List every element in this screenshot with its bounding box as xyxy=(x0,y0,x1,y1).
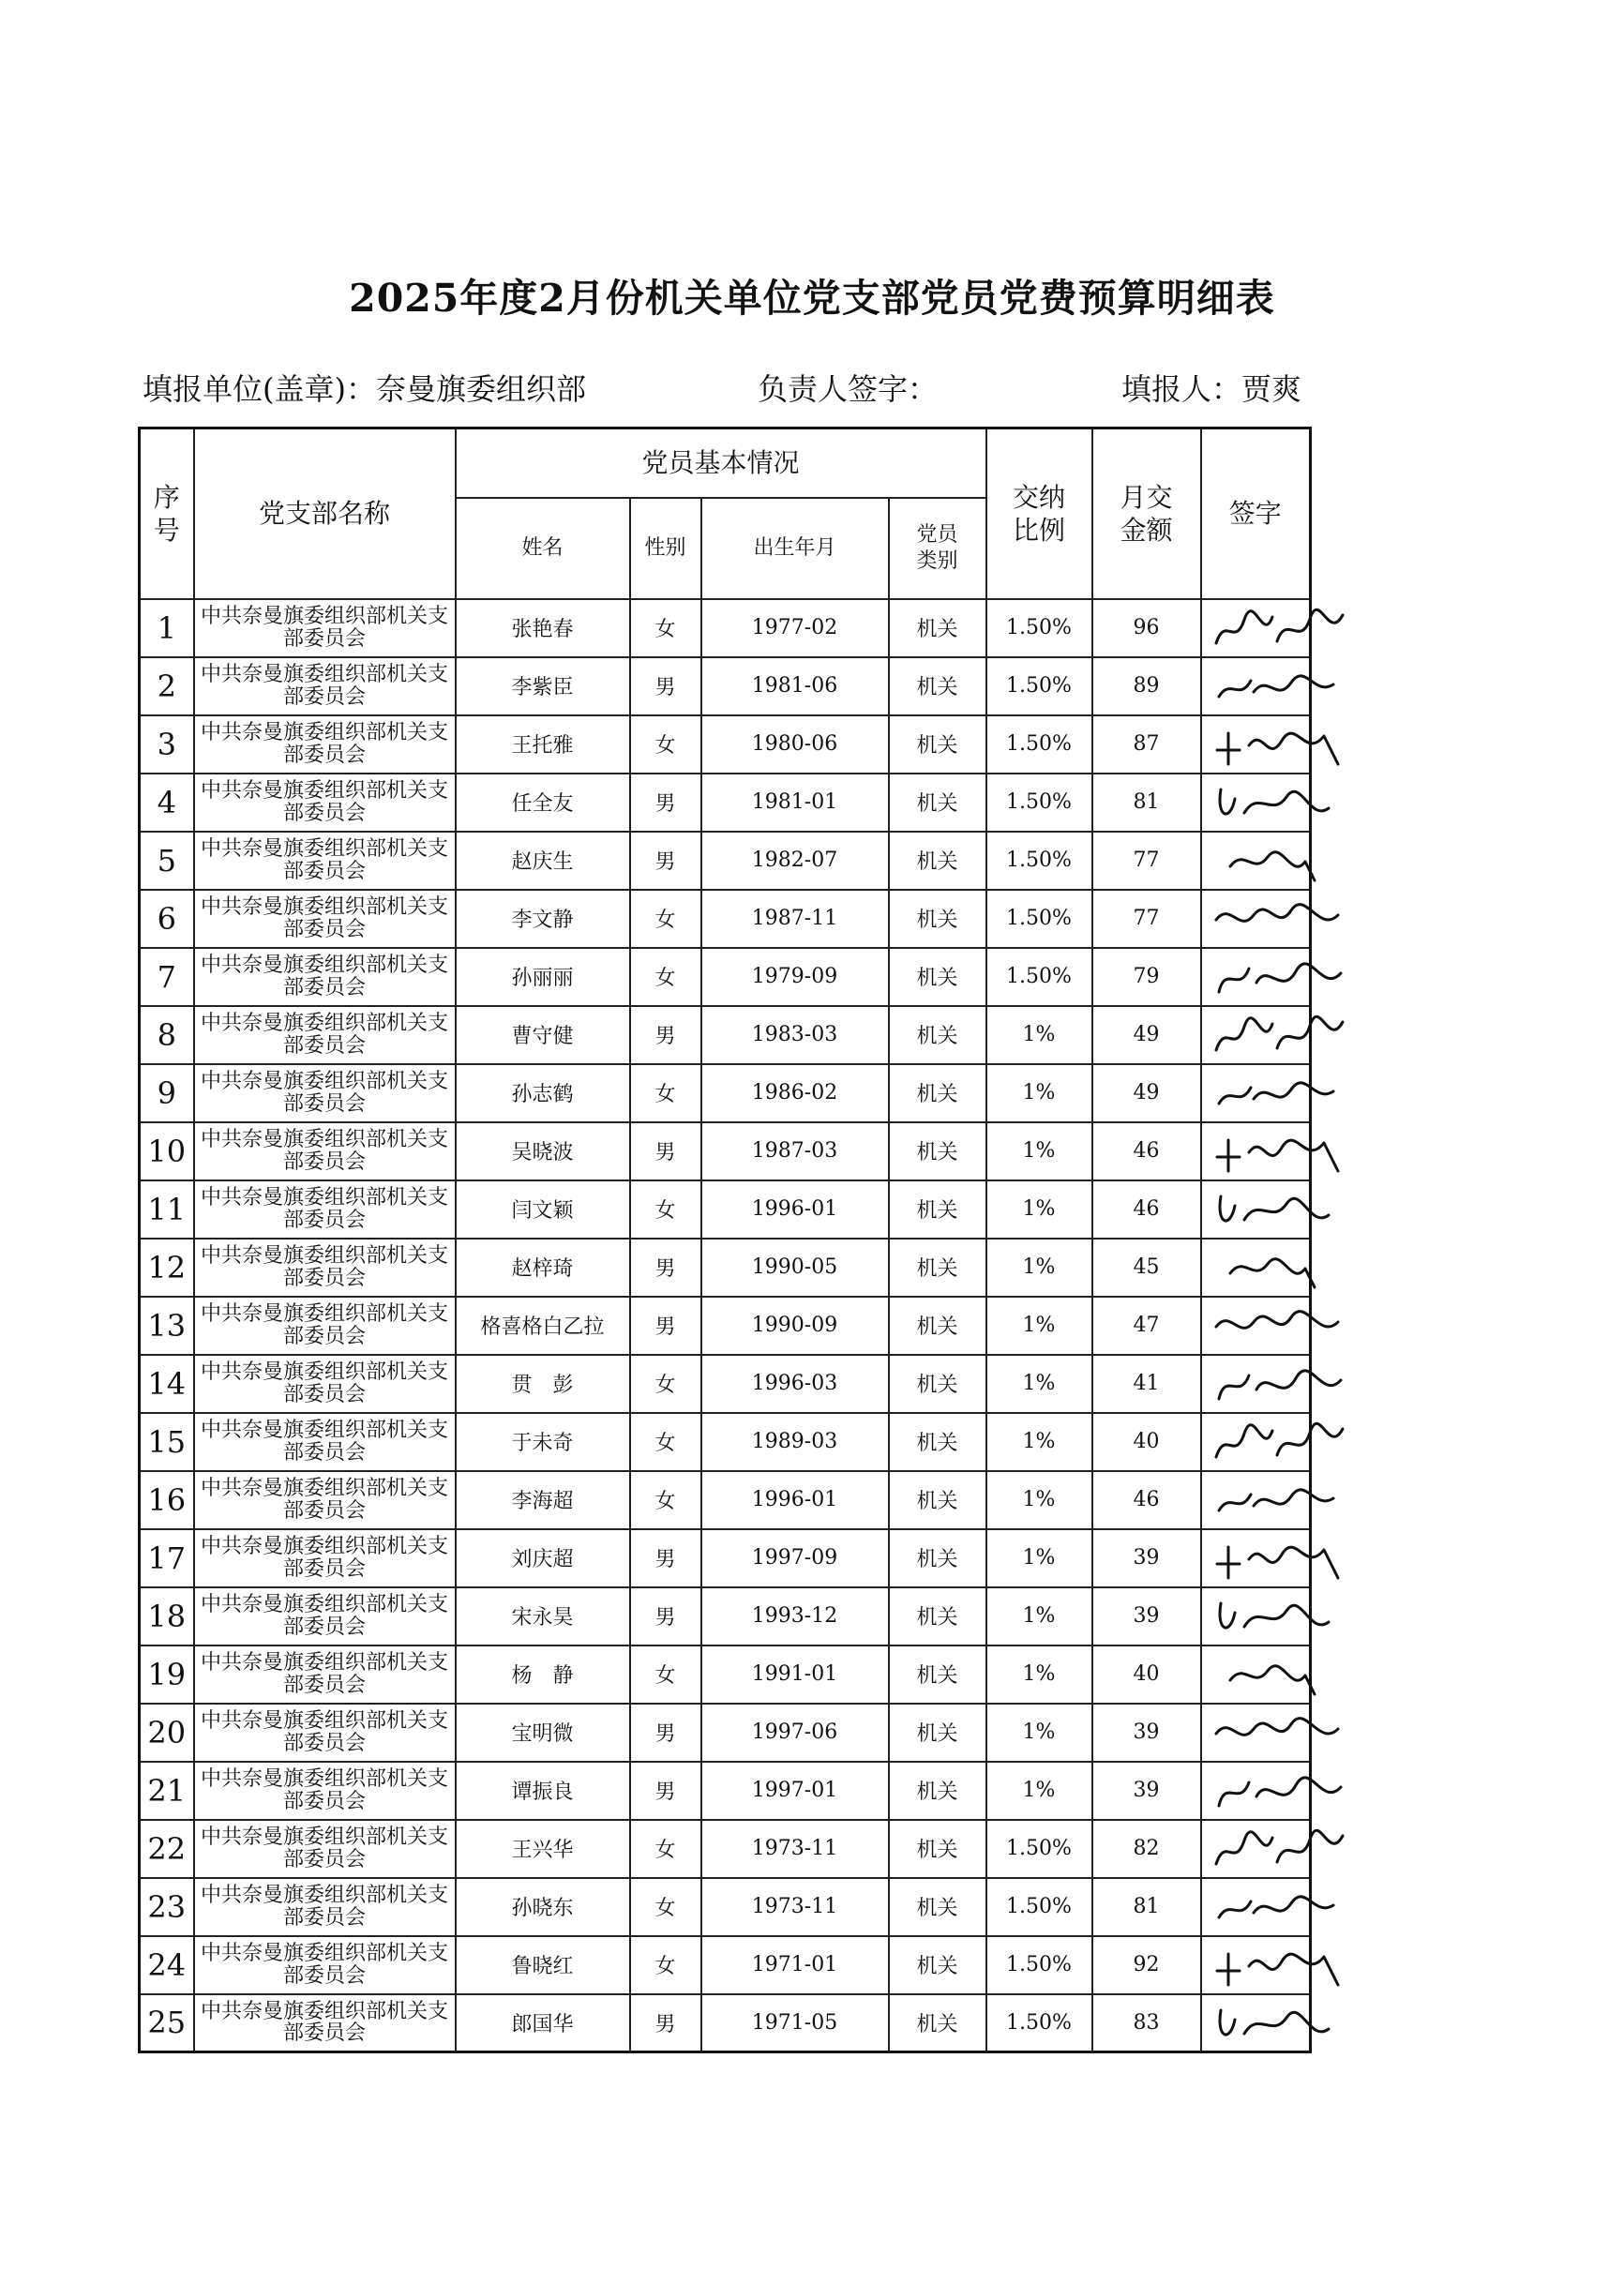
row-number: 17 xyxy=(140,1529,194,1587)
member-category: 机关 xyxy=(889,1180,986,1239)
branch-name: 中共奈曼旗委组织部机关支部委员会 xyxy=(194,774,456,832)
header-no: 序号 xyxy=(140,428,194,599)
member-gender: 男 xyxy=(630,1704,701,1762)
branch-name: 中共奈曼旗委组织部机关支部委员会 xyxy=(194,715,456,774)
signature-scribble-icon xyxy=(1211,664,1352,713)
handwritten-signature xyxy=(1201,1239,1311,1297)
member-gender: 男 xyxy=(630,1239,701,1297)
payment-ratio: 1.50% xyxy=(986,1936,1092,1994)
table-row xyxy=(140,1704,1311,1762)
payment-ratio: 1.50% xyxy=(986,1820,1092,1878)
monthly-amount: 92 xyxy=(1092,1936,1201,1994)
table-row xyxy=(140,948,1311,1006)
payment-ratio: 1% xyxy=(986,1529,1092,1587)
payment-ratio: 1.50% xyxy=(986,1994,1092,2052)
monthly-amount: 49 xyxy=(1092,1006,1201,1064)
payment-ratio: 1% xyxy=(986,1122,1092,1180)
member-gender: 女 xyxy=(630,1878,701,1936)
branch-name: 中共奈曼旗委组织部机关支部委员会 xyxy=(194,1762,456,1820)
header-branch: 党支部名称 xyxy=(194,428,456,599)
branch-name: 中共奈曼旗委组织部机关支部委员会 xyxy=(194,1820,456,1878)
table-row xyxy=(140,1180,1311,1239)
signature-scribble-icon xyxy=(1211,1885,1352,1933)
table-row xyxy=(140,1413,1311,1471)
member-category: 机关 xyxy=(889,1762,986,1820)
member-gender: 女 xyxy=(630,1064,701,1122)
branch-name: 中共奈曼旗委组织部机关支部委员会 xyxy=(194,1936,456,1994)
handwritten-signature xyxy=(1201,1297,1311,1355)
member-name: 杨 静 xyxy=(456,1645,630,1704)
handwritten-signature xyxy=(1201,1645,1311,1704)
header-category: 党员类别 xyxy=(889,498,986,599)
member-name: 吴晓波 xyxy=(456,1122,630,1180)
handwritten-signature xyxy=(1201,1006,1311,1064)
monthly-amount: 41 xyxy=(1092,1355,1201,1413)
member-name: 孙晓东 xyxy=(456,1878,630,1936)
payment-ratio: 1.50% xyxy=(986,890,1092,948)
row-number: 23 xyxy=(140,1878,194,1936)
member-category: 机关 xyxy=(889,832,986,890)
signature-scribble-icon xyxy=(1211,838,1352,887)
member-gender: 女 xyxy=(630,1471,701,1529)
member-name: 刘庆超 xyxy=(456,1529,630,1587)
branch-name: 中共奈曼旗委组织部机关支部委员会 xyxy=(194,1239,456,1297)
handwritten-signature xyxy=(1201,1180,1311,1239)
member-gender: 女 xyxy=(630,890,701,948)
payment-ratio: 1% xyxy=(986,1064,1092,1122)
row-number: 1 xyxy=(140,599,194,657)
member-category: 机关 xyxy=(889,1413,986,1471)
signature-scribble-icon xyxy=(1211,606,1352,654)
member-birth: 1981-06 xyxy=(701,657,889,715)
member-category: 机关 xyxy=(889,599,986,657)
member-gender: 女 xyxy=(630,1645,701,1704)
payment-ratio: 1% xyxy=(986,1180,1092,1239)
row-number: 12 xyxy=(140,1239,194,1297)
monthly-amount: 77 xyxy=(1092,832,1201,890)
member-name: 鲁晓红 xyxy=(456,1936,630,1994)
branch-name: 中共奈曼旗委组织部机关支部委员会 xyxy=(194,1994,456,2052)
row-number: 8 xyxy=(140,1006,194,1064)
signature-scribble-icon xyxy=(1211,722,1352,771)
member-gender: 男 xyxy=(630,657,701,715)
payment-ratio: 1% xyxy=(986,1704,1092,1762)
handwritten-signature xyxy=(1201,1529,1311,1587)
payment-ratio: 1.50% xyxy=(986,948,1092,1006)
member-category: 机关 xyxy=(889,657,986,715)
member-gender: 女 xyxy=(630,1820,701,1878)
member-category: 机关 xyxy=(889,1994,986,2052)
monthly-amount: 39 xyxy=(1092,1529,1201,1587)
member-gender: 女 xyxy=(630,715,701,774)
branch-name: 中共奈曼旗委组织部机关支部委员会 xyxy=(194,1297,456,1355)
member-birth: 1986-02 xyxy=(701,1064,889,1122)
monthly-amount: 39 xyxy=(1092,1704,1201,1762)
member-category: 机关 xyxy=(889,1064,986,1122)
monthly-amount: 81 xyxy=(1092,774,1201,832)
member-name: 李文静 xyxy=(456,890,630,948)
row-number: 16 xyxy=(140,1471,194,1529)
payment-ratio: 1.50% xyxy=(986,657,1092,715)
payment-ratio: 1.50% xyxy=(986,715,1092,774)
member-gender: 女 xyxy=(630,1355,701,1413)
handwritten-signature xyxy=(1201,1704,1311,1762)
signature-scribble-icon xyxy=(1211,1768,1352,1817)
member-gender: 男 xyxy=(630,1529,701,1587)
table-row xyxy=(140,1820,1311,1878)
member-category: 机关 xyxy=(889,715,986,774)
member-gender: 男 xyxy=(630,774,701,832)
monthly-amount: 83 xyxy=(1092,1994,1201,2052)
member-category: 机关 xyxy=(889,1355,986,1413)
signature-scribble-icon xyxy=(1211,1536,1352,1585)
member-category: 机关 xyxy=(889,1471,986,1529)
member-gender: 男 xyxy=(630,1994,701,2052)
member-birth: 1973-11 xyxy=(701,1820,889,1878)
row-number: 6 xyxy=(140,890,194,948)
signature-scribble-icon xyxy=(1211,2001,1352,2050)
monthly-amount: 40 xyxy=(1092,1413,1201,1471)
table-row xyxy=(140,1936,1311,1994)
page-title: 2025年度2月份机关单位党支部党员党费预算明细表 xyxy=(349,276,1275,321)
table-row xyxy=(140,657,1311,715)
leader-signature-label: 负责人签字： xyxy=(758,371,939,407)
branch-name: 中共奈曼旗委组织部机关支部委员会 xyxy=(194,1529,456,1587)
row-number: 14 xyxy=(140,1355,194,1413)
table-row xyxy=(140,774,1311,832)
signature-scribble-icon xyxy=(1211,1420,1352,1468)
branch-name: 中共奈曼旗委组织部机关支部委员会 xyxy=(194,1355,456,1413)
row-number: 10 xyxy=(140,1122,194,1180)
row-number: 19 xyxy=(140,1645,194,1704)
branch-name: 中共奈曼旗委组织部机关支部委员会 xyxy=(194,599,456,657)
header-gender: 性别 xyxy=(630,498,701,599)
member-birth: 1971-01 xyxy=(701,1936,889,1994)
payment-ratio: 1.50% xyxy=(986,599,1092,657)
table-row xyxy=(140,715,1311,774)
handwritten-signature xyxy=(1201,1355,1311,1413)
member-gender: 男 xyxy=(630,1006,701,1064)
row-number: 9 xyxy=(140,1064,194,1122)
row-number: 2 xyxy=(140,657,194,715)
fee-budget-table xyxy=(138,427,1312,2053)
payment-ratio: 1.50% xyxy=(986,774,1092,832)
member-name: 李紫臣 xyxy=(456,657,630,715)
payment-ratio: 1% xyxy=(986,1762,1092,1820)
member-gender: 男 xyxy=(630,1762,701,1820)
signature-scribble-icon xyxy=(1211,1129,1352,1178)
handwritten-signature xyxy=(1201,774,1311,832)
member-name: 张艳春 xyxy=(456,599,630,657)
monthly-amount: 82 xyxy=(1092,1820,1201,1878)
branch-name: 中共奈曼旗委组织部机关支部委员会 xyxy=(194,1587,456,1645)
branch-name: 中共奈曼旗委组织部机关支部委员会 xyxy=(194,948,456,1006)
member-birth: 1973-11 xyxy=(701,1878,889,1936)
monthly-amount: 39 xyxy=(1092,1762,1201,1820)
member-name: 王托雅 xyxy=(456,715,630,774)
monthly-amount: 40 xyxy=(1092,1645,1201,1704)
branch-name: 中共奈曼旗委组织部机关支部委员会 xyxy=(194,1064,456,1122)
signature-scribble-icon xyxy=(1211,1071,1352,1119)
member-birth: 1981-01 xyxy=(701,774,889,832)
table-row xyxy=(140,1762,1311,1820)
member-birth: 1983-03 xyxy=(701,1006,889,1064)
table-row xyxy=(140,1529,1311,1587)
branch-name: 中共奈曼旗委组织部机关支部委员会 xyxy=(194,1878,456,1936)
member-gender: 女 xyxy=(630,1413,701,1471)
signature-scribble-icon xyxy=(1211,1826,1352,1875)
row-number: 25 xyxy=(140,1994,194,2052)
table-row xyxy=(140,1878,1311,1936)
member-birth: 1993-12 xyxy=(701,1587,889,1645)
branch-name: 中共奈曼旗委组织部机关支部委员会 xyxy=(194,1645,456,1704)
header-signature: 签字 xyxy=(1201,428,1311,599)
monthly-amount: 46 xyxy=(1092,1180,1201,1239)
row-number: 11 xyxy=(140,1180,194,1239)
member-gender: 男 xyxy=(630,832,701,890)
monthly-amount: 46 xyxy=(1092,1471,1201,1529)
monthly-amount: 45 xyxy=(1092,1239,1201,1297)
branch-name: 中共奈曼旗委组织部机关支部委员会 xyxy=(194,1122,456,1180)
member-birth: 1997-09 xyxy=(701,1529,889,1587)
member-birth: 1996-03 xyxy=(701,1355,889,1413)
member-name: 李海超 xyxy=(456,1471,630,1529)
signature-scribble-icon xyxy=(1211,1652,1352,1701)
member-birth: 1980-06 xyxy=(701,715,889,774)
member-birth: 1990-05 xyxy=(701,1239,889,1297)
monthly-amount: 77 xyxy=(1092,890,1201,948)
row-number: 24 xyxy=(140,1936,194,1994)
row-number: 4 xyxy=(140,774,194,832)
member-birth: 1982-07 xyxy=(701,832,889,890)
table-row xyxy=(140,1064,1311,1122)
member-name: 于未奇 xyxy=(456,1413,630,1471)
member-category: 机关 xyxy=(889,1239,986,1297)
branch-name: 中共奈曼旗委组织部机关支部委员会 xyxy=(194,1471,456,1529)
handwritten-signature xyxy=(1201,1413,1311,1471)
member-name: 谭振良 xyxy=(456,1762,630,1820)
branch-name: 中共奈曼旗委组织部机关支部委员会 xyxy=(194,832,456,890)
table-row xyxy=(140,1471,1311,1529)
branch-name: 中共奈曼旗委组织部机关支部委员会 xyxy=(194,890,456,948)
member-birth: 1996-01 xyxy=(701,1180,889,1239)
branch-name: 中共奈曼旗委组织部机关支部委员会 xyxy=(194,1180,456,1239)
payment-ratio: 1% xyxy=(986,1355,1092,1413)
member-name: 宝明微 xyxy=(456,1704,630,1762)
member-birth: 1997-01 xyxy=(701,1762,889,1820)
member-category: 机关 xyxy=(889,1704,986,1762)
monthly-amount: 96 xyxy=(1092,599,1201,657)
member-category: 机关 xyxy=(889,1936,986,1994)
monthly-amount: 39 xyxy=(1092,1587,1201,1645)
signature-scribble-icon xyxy=(1211,954,1352,1003)
member-category: 机关 xyxy=(889,948,986,1006)
monthly-amount: 46 xyxy=(1092,1122,1201,1180)
member-category: 机关 xyxy=(889,1006,986,1064)
row-number: 13 xyxy=(140,1297,194,1355)
header-birth: 出生年月 xyxy=(701,498,889,599)
handwritten-signature xyxy=(1201,1994,1311,2052)
member-gender: 男 xyxy=(630,1587,701,1645)
table-row xyxy=(140,1355,1311,1413)
member-category: 机关 xyxy=(889,1820,986,1878)
member-birth: 1971-05 xyxy=(701,1994,889,2052)
table-row xyxy=(140,1994,1311,2052)
handwritten-signature xyxy=(1201,948,1311,1006)
handwritten-signature xyxy=(1201,1820,1311,1878)
table-row xyxy=(140,1645,1311,1704)
signature-scribble-icon xyxy=(1211,1361,1352,1410)
member-gender: 女 xyxy=(630,1180,701,1239)
payment-ratio: 1% xyxy=(986,1297,1092,1355)
branch-name: 中共奈曼旗委组织部机关支部委员会 xyxy=(194,1006,456,1064)
member-name: 宋永昊 xyxy=(456,1587,630,1645)
signature-scribble-icon xyxy=(1211,1594,1352,1643)
payment-ratio: 1% xyxy=(986,1587,1092,1645)
monthly-amount: 89 xyxy=(1092,657,1201,715)
member-name: 任全友 xyxy=(456,774,630,832)
monthly-amount: 87 xyxy=(1092,715,1201,774)
member-gender: 女 xyxy=(630,1936,701,1994)
payment-ratio: 1% xyxy=(986,1413,1092,1471)
payment-ratio: 1.50% xyxy=(986,832,1092,890)
member-birth: 1987-11 xyxy=(701,890,889,948)
table-row xyxy=(140,1587,1311,1645)
row-number: 7 xyxy=(140,948,194,1006)
monthly-amount: 49 xyxy=(1092,1064,1201,1122)
member-name: 赵梓琦 xyxy=(456,1239,630,1297)
member-name: 郎国华 xyxy=(456,1994,630,2052)
member-category: 机关 xyxy=(889,1878,986,1936)
handwritten-signature xyxy=(1201,1471,1311,1529)
row-number: 5 xyxy=(140,832,194,890)
header-name: 姓名 xyxy=(456,498,630,599)
handwritten-signature xyxy=(1201,890,1311,948)
member-birth: 1991-01 xyxy=(701,1645,889,1704)
member-birth: 1989-03 xyxy=(701,1413,889,1471)
member-birth: 1979-09 xyxy=(701,948,889,1006)
payment-ratio: 1% xyxy=(986,1471,1092,1529)
row-number: 15 xyxy=(140,1413,194,1471)
member-name: 王兴华 xyxy=(456,1820,630,1878)
signature-scribble-icon xyxy=(1211,780,1352,829)
handwritten-signature xyxy=(1201,1878,1311,1936)
table-row xyxy=(140,599,1311,657)
member-birth: 1987-03 xyxy=(701,1122,889,1180)
handwritten-signature xyxy=(1201,1936,1311,1994)
member-name: 贯 彭 xyxy=(456,1355,630,1413)
member-birth: 1996-01 xyxy=(701,1471,889,1529)
handwritten-signature xyxy=(1201,1762,1311,1820)
table-row xyxy=(140,890,1311,948)
member-category: 机关 xyxy=(889,1122,986,1180)
member-category: 机关 xyxy=(889,1297,986,1355)
signature-scribble-icon xyxy=(1211,1245,1352,1294)
table-row xyxy=(140,1006,1311,1064)
handwritten-signature xyxy=(1201,657,1311,715)
table-row xyxy=(140,832,1311,890)
handwritten-signature xyxy=(1201,832,1311,890)
member-gender: 男 xyxy=(630,1122,701,1180)
branch-name: 中共奈曼旗委组织部机关支部委员会 xyxy=(194,1704,456,1762)
signature-scribble-icon xyxy=(1211,1303,1352,1352)
payment-ratio: 1% xyxy=(986,1239,1092,1297)
member-name: 格喜格白乙拉 xyxy=(456,1297,630,1355)
table-row xyxy=(140,1122,1311,1180)
branch-name: 中共奈曼旗委组织部机关支部委员会 xyxy=(194,1413,456,1471)
signature-scribble-icon xyxy=(1211,1710,1352,1759)
member-birth: 1977-02 xyxy=(701,599,889,657)
monthly-amount: 79 xyxy=(1092,948,1201,1006)
member-category: 机关 xyxy=(889,1587,986,1645)
signature-scribble-icon xyxy=(1211,1187,1352,1236)
signature-scribble-icon xyxy=(1211,1943,1352,1991)
member-name: 曹守健 xyxy=(456,1006,630,1064)
member-name: 孙丽丽 xyxy=(456,948,630,1006)
row-number: 18 xyxy=(140,1587,194,1645)
monthly-amount: 81 xyxy=(1092,1878,1201,1936)
row-number: 20 xyxy=(140,1704,194,1762)
handwritten-signature xyxy=(1201,1122,1311,1180)
header-amount: 月交金额 xyxy=(1092,428,1201,599)
member-category: 机关 xyxy=(889,1529,986,1587)
reporting-unit: 填报单位(盖章)：奈曼旗委组织部 xyxy=(143,371,586,407)
payment-ratio: 1% xyxy=(986,1645,1092,1704)
handwritten-signature xyxy=(1201,715,1311,774)
member-birth: 1990-09 xyxy=(701,1297,889,1355)
payment-ratio: 1% xyxy=(986,1006,1092,1064)
member-name: 闫文颖 xyxy=(456,1180,630,1239)
table-row xyxy=(140,1239,1311,1297)
handwritten-signature xyxy=(1201,1587,1311,1645)
filler-label: 填报人：贾爽 xyxy=(1121,371,1302,407)
member-gender: 男 xyxy=(630,1297,701,1355)
row-number: 21 xyxy=(140,1762,194,1820)
member-gender: 女 xyxy=(630,599,701,657)
row-number: 3 xyxy=(140,715,194,774)
member-category: 机关 xyxy=(889,774,986,832)
handwritten-signature xyxy=(1201,1064,1311,1122)
row-number: 22 xyxy=(140,1820,194,1878)
table-row xyxy=(140,1297,1311,1355)
signature-scribble-icon xyxy=(1211,1013,1352,1061)
member-category: 机关 xyxy=(889,1645,986,1704)
monthly-amount: 47 xyxy=(1092,1297,1201,1355)
member-name: 赵庆生 xyxy=(456,832,630,890)
signature-scribble-icon xyxy=(1211,1478,1352,1526)
member-birth: 1997-06 xyxy=(701,1704,889,1762)
member-name: 孙志鹤 xyxy=(456,1064,630,1122)
header-member-info: 党员基本情况 xyxy=(456,428,986,498)
member-gender: 女 xyxy=(630,948,701,1006)
member-category: 机关 xyxy=(889,890,986,948)
header-ratio: 交纳比例 xyxy=(986,428,1092,599)
signature-scribble-icon xyxy=(1211,896,1352,945)
payment-ratio: 1.50% xyxy=(986,1878,1092,1936)
branch-name: 中共奈曼旗委组织部机关支部委员会 xyxy=(194,657,456,715)
handwritten-signature xyxy=(1201,599,1311,657)
